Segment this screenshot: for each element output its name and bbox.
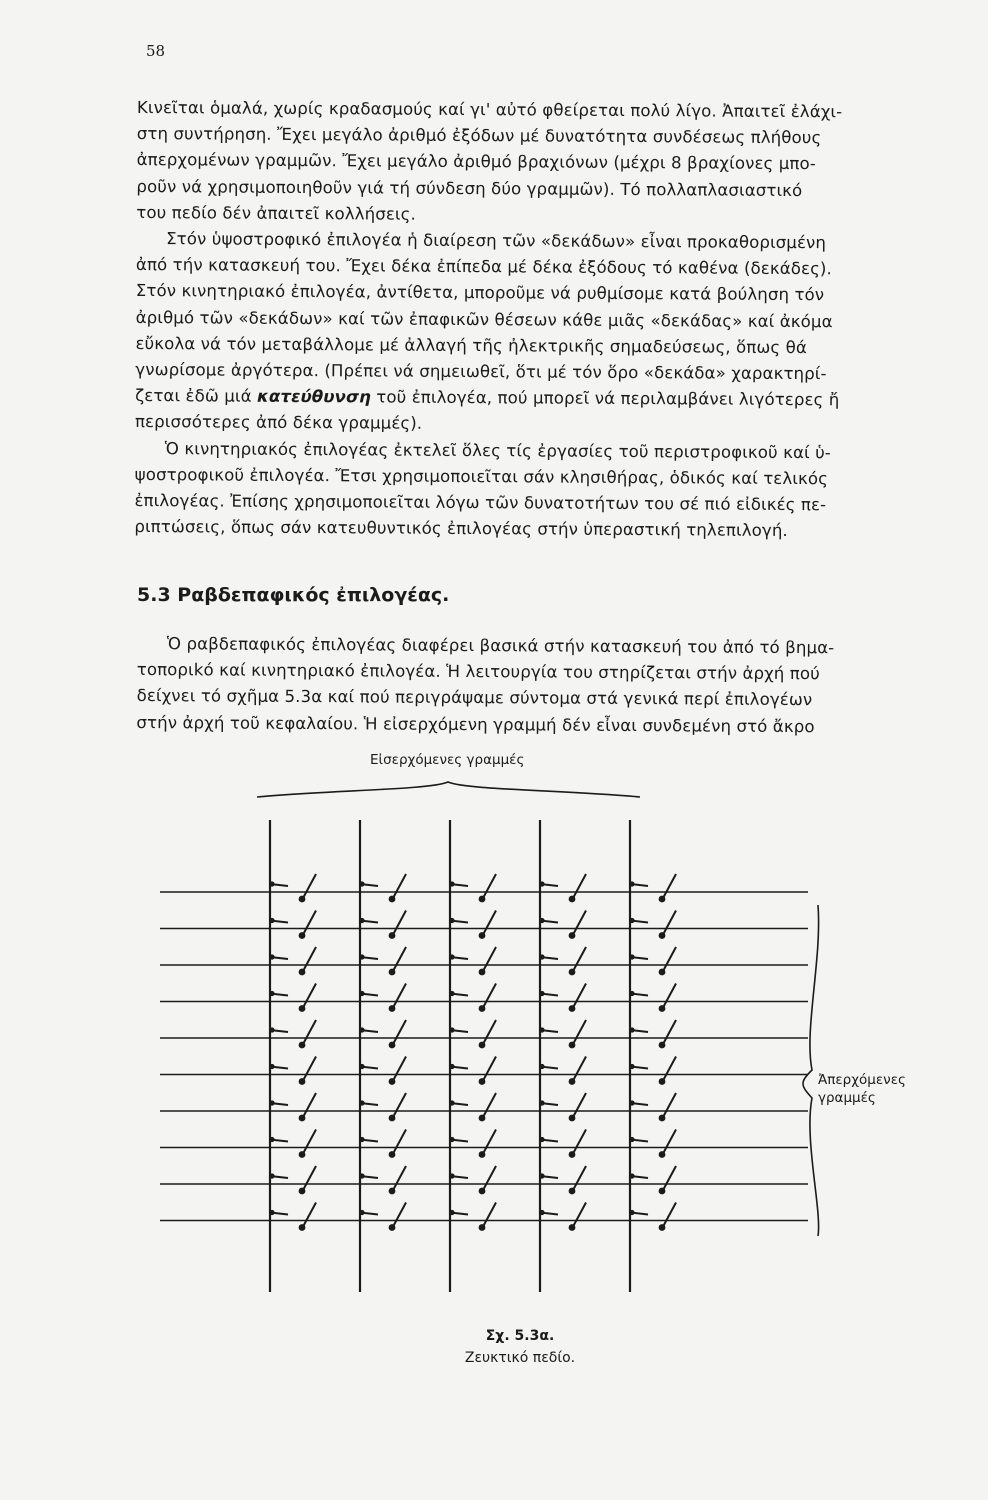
- contact-spring: [482, 874, 496, 900]
- contact-spring: [392, 1166, 406, 1192]
- contact-spring: [572, 984, 586, 1010]
- contact-knob: [569, 1188, 576, 1195]
- contact-knob: [479, 1078, 486, 1085]
- crossbar-grid: [160, 820, 808, 1292]
- contact-spring: [392, 1130, 406, 1156]
- caption-title: Ζευκτικό πεδίο.: [464, 1350, 576, 1366]
- contact-knob: [569, 932, 576, 939]
- contact-point: [359, 1137, 364, 1142]
- contact-point: [449, 918, 454, 923]
- contact-spring: [662, 1057, 676, 1083]
- contact-spring: [572, 1203, 586, 1229]
- contact-knob: [659, 896, 666, 903]
- contact-point: [629, 1173, 634, 1178]
- contact-spring: [482, 1166, 496, 1192]
- contact-point: [359, 1210, 364, 1215]
- contact-spring: [482, 984, 496, 1010]
- contact-knob: [299, 1005, 306, 1012]
- contact-spring: [302, 1093, 316, 1119]
- contact-spring: [662, 984, 676, 1010]
- figure-caption: [420, 1325, 620, 1369]
- contact-knob: [569, 969, 576, 976]
- contact-knob: [299, 1188, 306, 1195]
- contact-spring: [482, 1093, 496, 1119]
- contact-spring: [572, 874, 586, 900]
- contact-point: [359, 1100, 364, 1105]
- contact-point: [269, 1027, 274, 1032]
- contact-knob: [479, 1115, 486, 1122]
- contact-point: [539, 1210, 544, 1215]
- contact-point: [359, 991, 364, 996]
- contact-knob: [659, 1005, 666, 1012]
- contact-spring: [302, 1203, 316, 1229]
- contact-knob: [389, 1188, 396, 1195]
- contact-spring: [392, 984, 406, 1010]
- contact-knob: [569, 896, 576, 903]
- contact-spring: [572, 947, 586, 973]
- contact-point: [539, 1064, 544, 1069]
- contact-spring: [662, 947, 676, 973]
- contact-spring: [302, 874, 316, 900]
- contact-spring: [662, 1093, 676, 1119]
- contact-point: [269, 1100, 274, 1105]
- contact-spring: [392, 1093, 406, 1119]
- contact-knob: [389, 1005, 396, 1012]
- contact-knob: [389, 1224, 396, 1231]
- contact-spring: [482, 1203, 496, 1229]
- contact-spring: [572, 1020, 586, 1046]
- contact-point: [359, 881, 364, 886]
- text-line: Στόν κινητηριακό ἐπιλογέα, ἀντίθετα, μποροῦμε νά ρυθμίσομε κατά βούληση τόν: [135, 281, 825, 305]
- contact-point: [539, 1027, 544, 1032]
- contact-point: [629, 954, 634, 959]
- contact-spring: [662, 1166, 676, 1192]
- contact-spring: [302, 984, 316, 1010]
- contact-point: [539, 881, 544, 886]
- contact-point: [359, 1173, 364, 1178]
- contact-point: [449, 954, 454, 959]
- text-line: εὔκολα νά τόν μεταβάλλομε μέ ἀλλαγή τῆς ἠλεκτρικῆς σημαδεύσεως, ὅπως θά: [135, 333, 807, 357]
- contact-point: [539, 1137, 544, 1142]
- text-line: ἐπιλογέας. Ἐπίσης χρησιμοποιεῖται λόγω τῶν δυνατοτήτων του σέ πιό εἰδικές πε-: [134, 491, 827, 515]
- text-line: Κινεῖται ὁμαλά, χωρίς κραδασμούς καί γι' αὐτό φθείρεται πολύ λίγο. Ἀπαιτεῖ ἐλάχι-: [136, 97, 843, 122]
- outgoing-brace: [803, 905, 819, 1236]
- contact-point: [629, 1064, 634, 1069]
- text-line: Στόν ὑψοστροφικό ἐπιλογέα ἡ διαίρεση τῶν «δεκάδων» εἶναι προκαθορισμένη: [166, 229, 827, 253]
- incoming-brace: [257, 782, 640, 797]
- contact-spring: [662, 1203, 676, 1229]
- contact-spring: [482, 1130, 496, 1156]
- contact-point: [359, 954, 364, 959]
- contact-knob: [389, 1151, 396, 1158]
- contact-knob: [659, 1224, 666, 1231]
- contact-point: [629, 1210, 634, 1215]
- contact-knob: [659, 1078, 666, 1085]
- contact-knob: [389, 1042, 396, 1049]
- text-line: ροῦν νά χρησιμοποιηθοῦν γιά τή σύνδεση δύο γραμμῶν). Τό πολλαπλασιαστικό: [136, 176, 803, 200]
- contact-point: [269, 1137, 274, 1142]
- text-line: ἀπερχομένων γραμμῶν. Ἔχει μεγάλο ἀριθμό βραχιόνων (μέχρι 8 βραχίονες μπο-: [136, 150, 816, 174]
- contact-spring: [572, 1093, 586, 1119]
- contact-knob: [299, 969, 306, 976]
- contact-spring: [662, 1020, 676, 1046]
- contact-point: [449, 991, 454, 996]
- contact-spring: [392, 1203, 406, 1229]
- contact-point: [539, 991, 544, 996]
- contact-knob: [569, 1151, 576, 1158]
- text-line: Ὁ κινητηριακός ἐπιλογέας ἐκτελεῖ ὅλες τίς ἐργασίες τοῦ περιστροφικοῦ καί ὑ-: [164, 438, 831, 462]
- contact-knob: [659, 1115, 666, 1122]
- contact-spring: [482, 1020, 496, 1046]
- contact-spring: [302, 1166, 316, 1192]
- text-line: ἀριθμό τῶν «δεκάδων» καί τῶν ἐπαφικῶν θέσεων κάθε μιᾶς «δεκάδας» καί ἀκόμα: [135, 307, 833, 331]
- contact-point: [269, 991, 274, 996]
- contact-knob: [479, 1224, 486, 1231]
- outgoing-lines-label-2: γραμμές: [818, 1090, 876, 1106]
- contact-point: [269, 954, 274, 959]
- contact-knob: [299, 1115, 306, 1122]
- contact-knob: [299, 1078, 306, 1085]
- contact-knob: [569, 1042, 576, 1049]
- contact-knob: [299, 1151, 306, 1158]
- contact-knob: [659, 1042, 666, 1049]
- contact-spring: [662, 874, 676, 900]
- text-line: ριπτώσεις, ὅπως σάν κατευθυντικός ἐπιλογέας στήν ὑπεραστική τηλεπιλογή.: [134, 517, 788, 541]
- contact-point: [629, 991, 634, 996]
- outgoing-lines-label: Ἀπερχόμενες: [818, 1072, 906, 1088]
- contact-knob: [479, 896, 486, 903]
- contact-knob: [569, 1224, 576, 1231]
- text-line: ἀπό τήν κατασκευή του. Ἔχει δέκα ἐπίπεδα μέ δέκα ἐξόδους τό καθένα (δεκάδες).: [135, 255, 832, 279]
- text-line: του πεδίο δέν ἀπαιτεῖ κολλήσεις.: [136, 202, 416, 224]
- contact-point: [359, 1027, 364, 1032]
- contact-spring: [482, 911, 496, 937]
- contact-knob: [659, 969, 666, 976]
- contact-point: [539, 1173, 544, 1178]
- page-number: 58: [146, 42, 166, 60]
- contact-knob: [659, 1151, 666, 1158]
- contact-spring: [302, 911, 316, 937]
- contact-point: [269, 881, 274, 886]
- contact-spring: [302, 947, 316, 973]
- contact-point: [449, 1064, 454, 1069]
- contact-knob: [569, 1078, 576, 1085]
- contact-point: [359, 918, 364, 923]
- text-line: δείχνει τό σχῆμα 5.3α καί πού περιγράψαμε σύντομα στά γενικά περί ἐπιλογέων: [136, 686, 813, 710]
- contact-point: [449, 1137, 454, 1142]
- contact-point: [539, 1100, 544, 1105]
- contact-knob: [479, 1042, 486, 1049]
- contact-knob: [569, 1115, 576, 1122]
- contact-point: [449, 881, 454, 886]
- contact-knob: [389, 932, 396, 939]
- emphasized-term: κατεύθυνση: [257, 386, 371, 407]
- contact-knob: [389, 1078, 396, 1085]
- contact-knob: [479, 1005, 486, 1012]
- contact-spring: [392, 1020, 406, 1046]
- contact-point: [449, 1100, 454, 1105]
- incoming-lines-label: Εἰσερχόμενες γραμμές: [370, 752, 525, 768]
- contact-spring: [392, 874, 406, 900]
- text-line: στη συντήρηση. Ἔχει μεγάλο ἀριθμό ἐξόδων μέ δυνατότητα συνδέσεως πλήθους: [136, 124, 822, 148]
- contact-spring: [482, 947, 496, 973]
- contact-spring: [302, 1130, 316, 1156]
- text-line-end: τοῦ ἐπιλογέα, πού μπορεῖ νά περιλαμβάνει λιγότερες ἤ: [370, 387, 840, 410]
- contact-knob: [389, 969, 396, 976]
- contact-point: [539, 954, 544, 959]
- contact-knob: [299, 1224, 306, 1231]
- contact-knob: [479, 1151, 486, 1158]
- text-line: γνωρίσομε ἀργότερα. (Πρέπει νά σημειωθεῖ, ὅτι μέ τόν ὅρο «δεκάδα» χαρακτηρί-: [135, 360, 827, 384]
- contact-spring: [662, 1130, 676, 1156]
- contact-spring: [302, 1020, 316, 1046]
- contact-knob: [299, 932, 306, 939]
- contact-knob: [659, 1188, 666, 1195]
- contact-knob: [299, 1042, 306, 1049]
- contact-knob: [479, 969, 486, 976]
- contact-knob: [389, 1115, 396, 1122]
- text-line: περισσότερες ἀπό δέκα γραμμές).: [134, 412, 423, 434]
- contact-knob: [659, 932, 666, 939]
- text-line: ψοστροφικοῦ ἐπιλογέα. Ἔτσι χρησιμοποιεῖται σάν κλησιθήρας, ὁδικός καί τελικός: [134, 464, 829, 489]
- contact-point: [449, 1173, 454, 1178]
- text-line: στήν ἀρχή τοῦ κεφαλαίου. Ἡ εἰσερχόμενη γραμμή δέν εἶναι συνδεμένη στό ἄκρο: [136, 712, 815, 736]
- contact-spring: [482, 1057, 496, 1083]
- contact-spring: [572, 1130, 586, 1156]
- caption-number: Σχ. 5.3α.: [485, 1328, 555, 1344]
- contact-knob: [479, 1188, 486, 1195]
- section-heading: 5.3 Ραβδεπαφικός ἐπιλογέας.: [137, 584, 450, 606]
- contact-knob: [299, 896, 306, 903]
- contact-spring: [392, 1057, 406, 1083]
- contact-point: [449, 1210, 454, 1215]
- contact-point: [539, 918, 544, 923]
- contact-point: [629, 1100, 634, 1105]
- contact-spring: [392, 911, 406, 937]
- text-line: Ὁ ραβδεπαφικός ἐπιλογέας διαφέρει βασικά στήν κατασκευή του ἀπό τό βημα-: [166, 634, 835, 658]
- contact-knob: [389, 896, 396, 903]
- contact-spring: [572, 1166, 586, 1192]
- contact-point: [359, 1064, 364, 1069]
- contact-point: [269, 1173, 274, 1178]
- contact-point: [269, 1210, 274, 1215]
- text-line: τοποριkό καί κινητηριακό ἐπιλογέα. Ἡ λειτουργία του στηρίζεται στήν ἀρχή πού: [136, 660, 820, 684]
- contact-point: [629, 918, 634, 923]
- contact-knob: [479, 932, 486, 939]
- contact-spring: [662, 911, 676, 937]
- contact-spring: [392, 947, 406, 973]
- contact-point: [449, 1027, 454, 1032]
- contact-point: [269, 1064, 274, 1069]
- contact-spring: [572, 1057, 586, 1083]
- contact-point: [629, 1137, 634, 1142]
- contact-point: [269, 918, 274, 923]
- text-line-start: ζεται ἐδῶ μιά: [135, 386, 258, 406]
- contact-knob: [569, 1005, 576, 1012]
- contact-spring: [302, 1057, 316, 1083]
- contact-spring: [572, 911, 586, 937]
- contact-point: [629, 1027, 634, 1032]
- contact-point: [629, 881, 634, 886]
